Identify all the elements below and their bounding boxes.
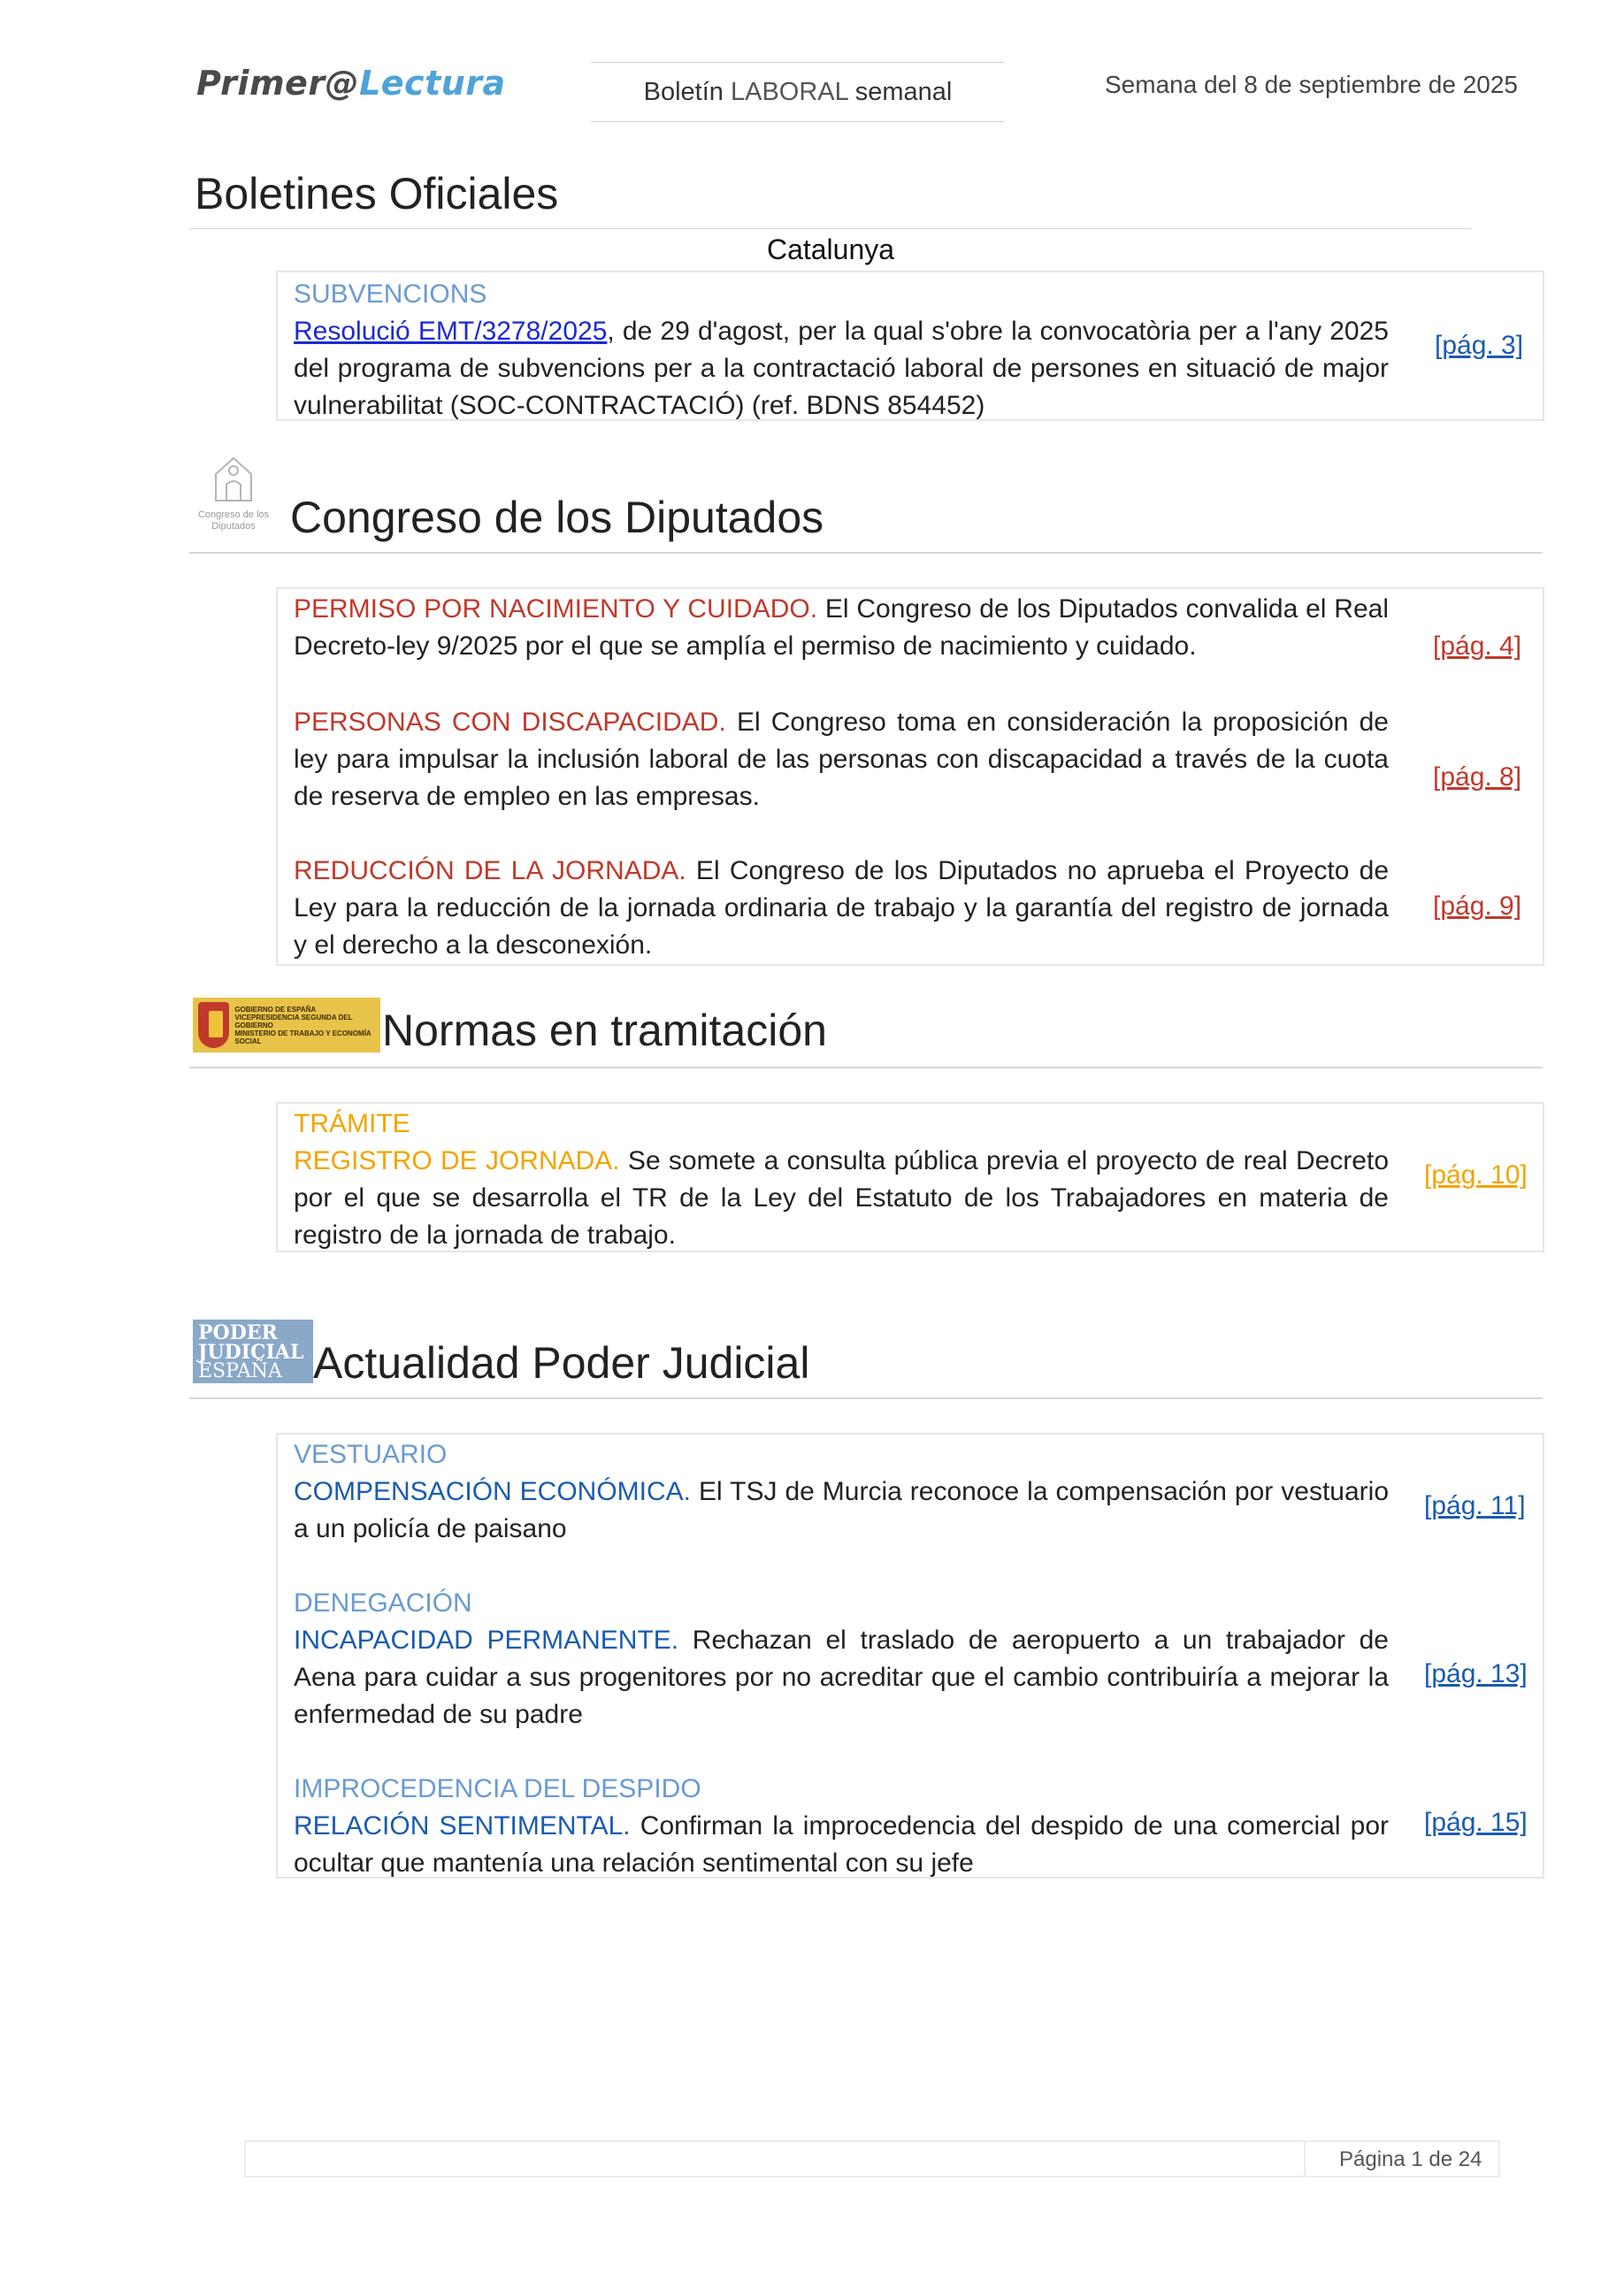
page-link[interactable]: [pág. 10] — [1424, 1160, 1528, 1190]
entry-tag: PERSONAS CON DISCAPACIDAD. — [294, 708, 726, 737]
entry-tag: COMPENSACIÓN ECONÓMICA. — [294, 1477, 692, 1506]
gobierno-logo — [193, 998, 380, 1052]
bulletin-post: semanal — [847, 78, 953, 106]
bulletin-mid: LABORAL — [730, 78, 848, 106]
logo-line: MINISTERIO DE TRABAJO Y ECONOMÍA SOCIAL — [234, 1029, 372, 1045]
entry-text: Rechazan el traslado de aeropuerto a un trabajador de Aena para cuidar a sus progenitores por no acreditar que el cambio contribuiría a mejorar la enfermedad de su padre — [294, 1626, 1389, 1729]
logo-line: PODER — [198, 1321, 278, 1344]
section-title-normas: Normas en tramitación — [382, 1006, 827, 1055]
divider — [189, 552, 1543, 554]
logo-part2: Lectura — [359, 64, 506, 103]
section-title-congreso: Congreso de los Diputados — [290, 493, 824, 542]
footer-divider — [1304, 2140, 1306, 2177]
congreso-entry-1 — [294, 591, 1389, 665]
judicial-entry-1 — [294, 1436, 1389, 1548]
congreso-logo-caption: Congreso de los Diputados — [197, 509, 270, 532]
entry-tag: RELACIÓN SENTIMENTAL. — [294, 1811, 631, 1841]
page-link[interactable]: [pág. 8] — [1433, 762, 1522, 792]
category-label: VESTUARIO — [294, 1440, 448, 1469]
week-label: Semana del 8 de septiembre de 2025 — [1105, 71, 1518, 98]
bulletin-pre: Boletín — [643, 78, 731, 106]
logo-part1: Primer@ — [196, 64, 360, 103]
entry-text: Se somete a consulta pública previa el proyecto de real Decreto por el que se desarrolla el TR de la Ley del Estatuto de los Trabajadores en materia de registro de la jornada de trabajo. — [294, 1146, 1389, 1250]
category-label: IMPROCEDENCIA DEL DESPIDO — [294, 1774, 701, 1803]
congreso-box — [276, 587, 1544, 966]
normas-box — [276, 1102, 1544, 1252]
spain-coat-of-arms-icon — [198, 1002, 229, 1048]
divider — [189, 1067, 1543, 1068]
entry-tag: REGISTRO DE JORNADA. — [294, 1146, 620, 1175]
page-link[interactable]: [pág. 4] — [1433, 631, 1522, 661]
divider — [189, 228, 1472, 229]
footer-frame — [244, 2140, 1500, 2177]
entry-text: El Congreso toma en consideración la proposición de ley para impulsar la inclusión laboral de las personas con discapacidad a través de la cuota de reserva de empleo en las empresas. — [294, 708, 1389, 811]
entry-text: El Congreso de los Diputados no aprueba el Proyecto de Ley para la reducción de la jornada ordinaria de trabajo y la garantía del registro de jornada y el derecho a la desconexión. — [294, 856, 1390, 960]
entry-tag: REDUCCIÓN DE LA JORNADA. — [294, 856, 686, 885]
entry-tag: PERMISO POR NACIMIENTO Y CUIDADO. — [294, 594, 818, 624]
entry-text: El Congreso de los Diputados convalida el Real Decreto-ley 9/2025 por el que se amplía el permiso de nacimiento y cuidado. — [294, 594, 1389, 661]
judicial-entry-2 — [294, 1585, 1389, 1733]
entry-text: Confirman la improcedencia del despido de una comercial por ocultar que mantenía una relación sentimental con su jefe — [294, 1811, 1390, 1878]
poder-judicial-logo — [193, 1320, 313, 1383]
category-label: SUBVENCIONS — [294, 279, 487, 309]
congreso-building-icon — [207, 449, 260, 506]
page-link[interactable]: [pág. 15] — [1424, 1808, 1528, 1837]
category-label: DENEGACIÓN — [294, 1588, 472, 1618]
brand-logo — [196, 64, 506, 103]
page-link[interactable]: [pág. 9] — [1433, 892, 1522, 921]
category-label: TRÁMITE — [294, 1109, 410, 1138]
bulletin-title — [591, 62, 1005, 122]
logo-line: GOBIERNO DE ESPAÑA — [234, 1005, 317, 1014]
congreso-logo — [196, 449, 271, 538]
page-number: Página 1 de 24 — [1339, 2147, 1482, 2171]
entry-tag: INCAPACIDAD PERMANENTE. — [294, 1626, 679, 1655]
entry-text: , de 29 d'agost, per la qual s'obre la convocatòria per a l'any 2025 del programa de subvencions per a la contractació laboral de persones en situació de major vulnerabilitat (SOC-CONTRACTACIÓ) (ref. BDNS 854452) — [294, 317, 1389, 420]
congreso-entry-3 — [294, 853, 1389, 964]
page-link[interactable]: [pág. 13] — [1424, 1659, 1528, 1688]
page-link[interactable]: [pág. 3] — [1435, 331, 1524, 360]
region-title: Catalunya — [766, 233, 895, 265]
divider — [189, 1397, 1543, 1399]
judicial-box — [276, 1433, 1544, 1879]
boletin-entry — [294, 276, 1389, 425]
logo-line: JUDICIAL — [198, 1341, 304, 1364]
judicial-entry-3 — [294, 1771, 1389, 1882]
normas-entry — [294, 1106, 1389, 1254]
congreso-entry-2 — [294, 704, 1389, 815]
logo-line: VICEPRESIDENCIA SEGUNDA DEL GOBIERNO — [234, 1013, 353, 1029]
logo-line: ESPAÑA — [198, 1360, 282, 1382]
gobierno-logo-text — [234, 1006, 380, 1045]
section-title-boletines: Boletines Oficiales — [195, 169, 559, 218]
boletines-box — [276, 271, 1544, 421]
resolution-link[interactable]: Resolució EMT/3278/2025 — [294, 317, 608, 346]
section-title-judicial: Actualidad Poder Judicial — [313, 1338, 810, 1388]
page-link[interactable]: [pág. 11] — [1424, 1491, 1526, 1520]
entry-text: El TSJ de Murcia reconoce la compensación por vestuario a un policía de paisano — [294, 1477, 1390, 1543]
